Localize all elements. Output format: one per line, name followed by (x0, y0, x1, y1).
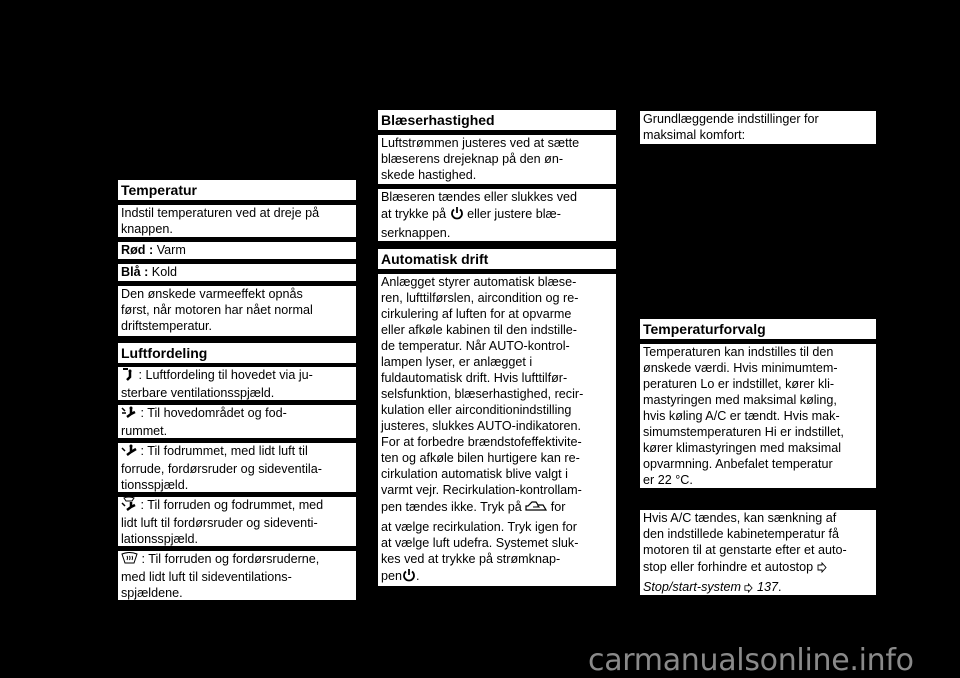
airflow-item-face-feet: : Til hovedområdet og fod- rummet. (118, 405, 356, 438)
temperatur-note: Den ønskede varmeeffekt opnås først, når motoren har nået normal driftstemperatur. (118, 286, 356, 336)
section-heading-automatisk-drift: Automatisk drift (378, 249, 616, 269)
power-icon (402, 568, 416, 588)
page-reference[interactable]: 137 (756, 580, 778, 594)
airflow-item-defrost: : Til forruden og fordørsruderne, med lidt luft til sideventilations- spjældene. (118, 551, 356, 600)
blaeser-paragraph-2: Blæseren tændes eller slukkes ved at trykke på eller justere blæ- serknappen. (378, 189, 616, 241)
defrost-icon (121, 552, 138, 569)
airflow-item-face: : Luftfordeling til hovedet via ju- sterbare ventilationsspjæld. (118, 367, 356, 400)
section-heading-luftfordeling: Luftfordeling (118, 343, 356, 363)
airflow-item-feet: : Til fodrummet, med lidt luft til forrude, fordørsruder og sideventila- tionsspjæld. (118, 443, 356, 492)
arrow-reference-icon (744, 581, 753, 597)
arrow-reference-icon (817, 560, 827, 579)
temperatur-red-row: Rød : Varm (118, 242, 356, 259)
vent-face-icon (121, 368, 135, 385)
power-icon (450, 206, 464, 225)
temperatur-blue-row: Blå : Kold (118, 264, 356, 281)
temperaturforvalg-paragraph: Temperaturen kan indstilles til den ønskede værdi. Hvis minimumtem- peraturen Lo er indstillet, kører kli- mastyringen med maksimal køling, hvis køling A/C er tændt. Hvis mak- simumstemperaturen Hi er indstillet, kører klimastyringen med maksimal opvarmning. Anbefalet temperatur er 22 °C. (640, 344, 876, 488)
section-heading-temperatur: Temperatur (118, 180, 356, 200)
intro-paragraph: Grundlæggende indstillinger for maksimal komfort: (640, 111, 876, 144)
vent-face-feet-icon (121, 406, 137, 423)
defrost-feet-icon (121, 497, 137, 515)
airflow-item-defrost-feet: : Til forruden og fodrummet, med lidt luft til fordørsruder og sideventi- lationsspjæld. (118, 497, 356, 546)
automatisk-paragraph: Anlægget styrer automatisk blæse- ren, lufttilførslen, aircondition og re- cirkulering af luften for at opvarme eller afkøle kabinen til den indstille- de temperatur. Når AUTO-kontrol- lampen lyser, er anlægget i fuldautomatisk drift. Hvis lufttilfør- selsfunktion, blæserhastighed, recir- kulation eller airconditionindstilling justeres, slukkes AUTO-indikatoren. For at forbedre brændstofeffektivite- ten og afkøle bilen hurtigere kan re- cirkulation automatisk blive valgt i varmt vejr. Recirkulation-kontrollam- pen tændes ikke. Tryk på for at vælge recirkulation. Tryk igen for at vælge luft udefra. Systemet sluk- kes ved at trykke på strømknap- pen . (378, 274, 616, 586)
recirculation-icon (525, 500, 547, 519)
temperatur-paragraph: Indstil temperaturen ved at dreje på knappen. (118, 205, 356, 237)
blaeser-paragraph-1: Luftstrømmen justeres ved at sætte blæserens drejeknap på den øn- skede hastighed. (378, 135, 616, 184)
vent-feet-icon (121, 444, 137, 461)
section-heading-temperaturforvalg: Temperaturforvalg (640, 319, 876, 339)
ac-note-paragraph: Hvis A/C tændes, kan sænkning af den indstillede kabinetemperatur få motoren til at genstarte efter et auto- stop eller forhindre et autostop Stop/start-system 137. (640, 510, 876, 595)
stop-start-link[interactable]: Stop/start-system (643, 580, 741, 594)
section-heading-blaeserhastighed: Blæserhastighed (378, 110, 616, 130)
watermark: carmanualsonline.info (588, 643, 914, 678)
